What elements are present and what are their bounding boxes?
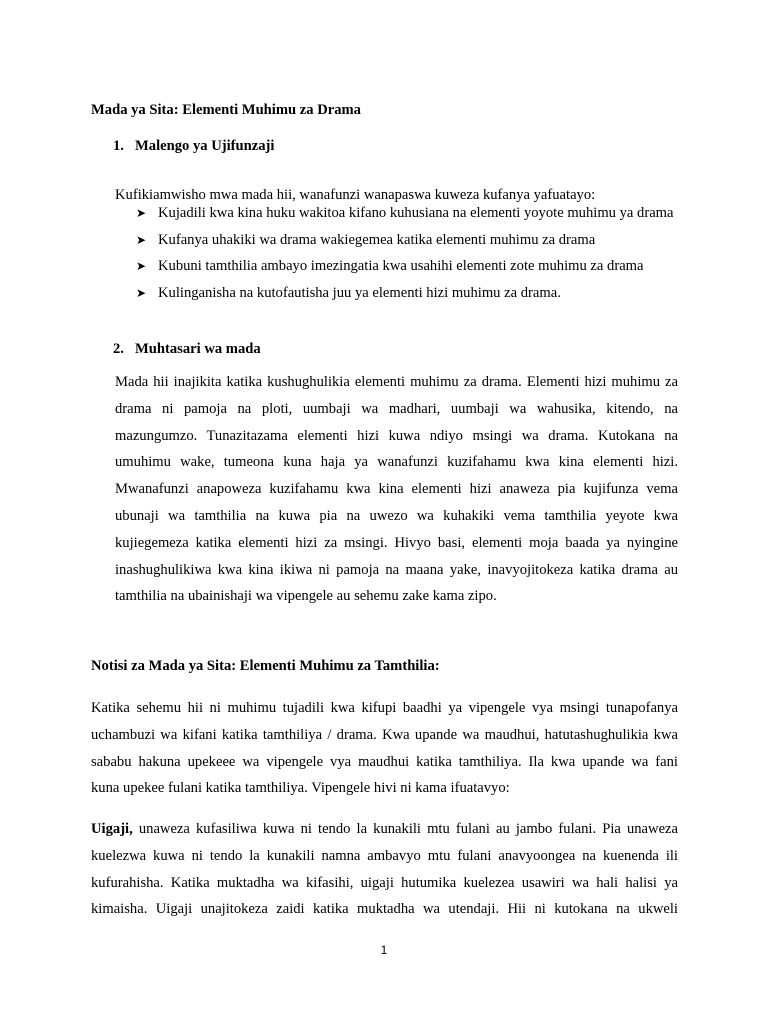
arrowhead-bullet-icon: ➤ [136,259,147,273]
objectives-intro: Kufikiamwisho mwa mada hii, wanafunzi wanapaswa kuweza kufanya yafuatayo: [115,186,596,203]
document-title: Mada ya Sita: Elementi Muhimu za Drama [91,102,361,118]
page-number: 1 [380,943,388,957]
notes-paragraph: Katika sehemu hii ni muhimu tujadili kwa kifupi baadhi ya vipengele vya msingi tunapofanya uchambuzi wa kifani katika tamthiliya / drama. Kwa upande wa maudhui, hatutashughulikia kwa sababu hakuna upekeee wa vipengele vya maudhui katika tamthiliya. Ila kwa upande wa fani kuna upekee fulani katika tamthiliya. Vipengele hivi ni kama ifuatavyo: [91,700,678,797]
arrowhead-bullet-icon: ➤ [136,206,147,220]
list-item: ➤ Kufanya uhakiki wa drama wakiegemea katika elementi muhimu za drama [136,227,678,254]
summary-paragraph: Mada hii inajikita katika kushughulikia elementi muhimu za drama. Elementi hizi muhimu za drama ni pamoja na ploti, uumbaji wa madhari, uumbaji wa wahusika, kitendo, na mazungumzo. Tunazitazama elementi hizi kuwa ndiyo msingi wa drama. Kutokana na umuhimu wake, tumeona kuna haja ya wanafunzi kuzifahamu kwa kina elementi hizi. Mwanafunzi anapoweza kuzifahamu kwa kina elementi hizi anaweza pia kujifunza vema ubunaji wa tamthilia na kuwa pia na uwezo wa kuhakiki vema tamthilia yeyote kwa kujiegemeza katika elementi hizi za msingi. Hivyo basi, elementi moja baada ya nyingine inashughulikiwa kwa kina ikiwa ni pamoja na maana yake, inavyojitokeza katika drama au tamthilia na ubainishaji wa vipengele au sehemu zake kama zipo. [115,374,678,605]
section-heading-text: Malengo ya Ujifunzaji [135,138,275,154]
list-item: ➤ Kujadili kwa kina huku wakitoa kifano kuhusiana na elementi yoyote muhimu ya drama [136,200,678,227]
notes-title: Notisi za Mada ya Sita: Elementi Muhimu za Tamthilia: [91,658,440,674]
arrowhead-bullet-icon: ➤ [136,232,147,247]
section-heading-text: Muhtasari wa mada [135,341,261,357]
objectives-list [136,200,678,306]
section-heading-summary [113,339,261,359]
section-number: 1. [113,138,124,154]
uigaji-paragraph: Uigaji, unaweza kufasiliwa kuwa ni tendo la kunakili mtu fulani au jambo fulani. Pia unaweza kuelezwa kuwa ni tendo la kunakili namna ambavyo mtu fulani anavyoongea na kuenenda ili kufurahisha. Katika muktadha wa kifasihi, uigaji hutumika kuelezea usawiri wa hali halisi ya kimaisha. Uigaji unajitokeza zaidi katika muktadha wa utendaji. Hii ni kutokana na ukweli [91,821,678,918]
list-item: ➤ Kubuni tamthilia ambayo imezingatia kwa usahihi elementi zote muhimu za drama [136,253,678,280]
term-uigaji: Uigaji, [91,821,133,837]
section-number: 2. [113,341,124,357]
section-heading-objectives [113,136,274,156]
list-item: ➤ Kulinganisha na kutofautisha juu ya elementi hizi muhimu za drama. [136,280,678,307]
arrowhead-bullet-icon: ➤ [136,285,147,300]
